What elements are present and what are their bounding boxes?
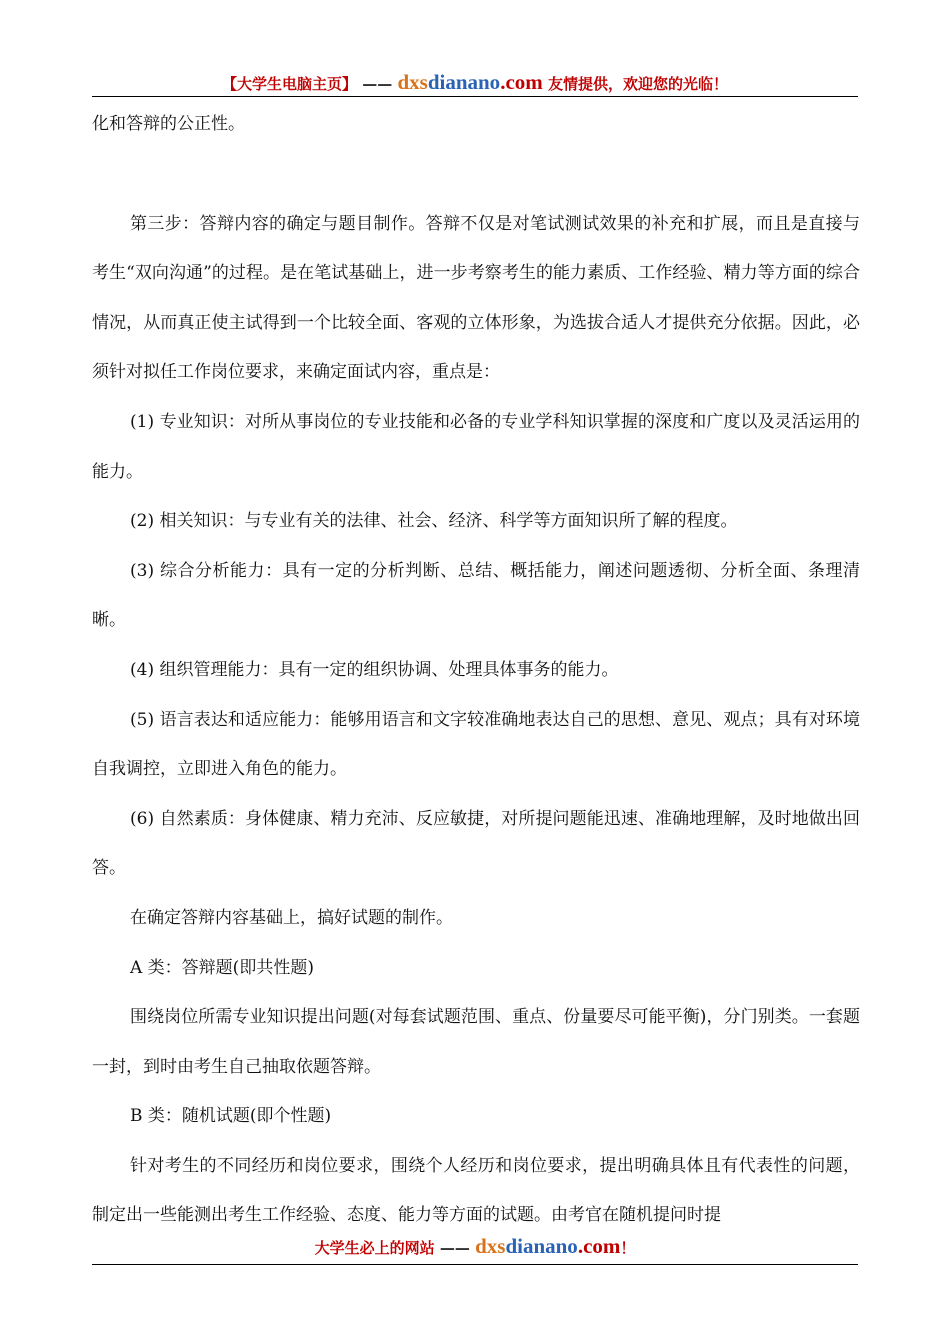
paragraph-question-prep: 在确定答辩内容基础上，搞好试题的制作。	[130, 907, 453, 928]
paragraph-category-a: A 类：答辩题(即共性题)	[130, 957, 314, 978]
header-site-link[interactable]	[397, 70, 542, 94]
paragraph-item-5: (5) 语言表达和适应能力：能够用语言和文字较准确地表达自己的思想、意见、观点；具有对环境自我调控，立即进入角色的能力。	[92, 709, 860, 780]
footer-prefix: 大学生必上的网站	[314, 1239, 435, 1257]
footer-dash: ——	[439, 1239, 470, 1257]
page-footer	[92, 1234, 858, 1259]
paragraph-item-2: (2) 相关知识：与专业有关的法律、社会、经济、科学等方面知识所了解的程度。	[130, 511, 738, 532]
header-prefix: 【大学生电脑主页】	[221, 75, 357, 93]
footer-site-part-dxs: dxs	[475, 1234, 506, 1258]
footer-site-part-dianano: dianano	[505, 1234, 578, 1258]
header-site-part-dianano: dianano	[427, 70, 501, 94]
header-site-part-com: .com	[500, 70, 543, 94]
paragraph-item-3: (3) 综合分析能力：具有一定的分析判断、总结、概括能力，阐述问题透彻、分析全面、条理清晰。	[92, 560, 860, 631]
paragraph-category-a-detail: 围绕岗位所需专业知识提出问题(对每套试题范围、重点、份量要尽可能平衡)，分门别类。一套题一封，到时由考生自己抽取依题答辩。	[92, 1007, 860, 1077]
page-header	[92, 70, 858, 97]
header-suffix: 友情提供，欢迎您的光临！	[548, 75, 729, 93]
header-dash: ——	[362, 75, 393, 93]
paragraph-item-1: (1) 专业知识：对所从事岗位的专业技能和必备的专业学科知识掌握的深度和广度以及灵活运用的能力。	[92, 411, 860, 482]
paragraph-item-6: (6) 自然素质：身体健康、精力充沛、反应敏捷，对所提问题能迅速、准确地理解，及时地做出回答。	[92, 808, 860, 879]
paragraph-item-4: (4) 组织管理能力：具有一定的组织协调、处理具体事务的能力。	[130, 659, 619, 680]
paragraph-category-b: B 类：随机试题(即个性题)	[130, 1106, 332, 1127]
paragraph-gap	[92, 150, 860, 200]
paragraph-category-b-detail: 针对考生的不同经历和岗位要求，围绕个人经历和岗位要求，提出明确具体且有代表性的问题，制定出一些能测出考生工作经验、态度、能力等方面的试题。由考官在随机提问时提	[92, 1155, 860, 1226]
footer-site-part-com: .com	[577, 1234, 621, 1258]
paragraph-step-three: 第三步：答辩内容的确定与题目制作。答辩不仅是对笔试测试效果的补充和扩展，而且是直接与考生“双向沟通”的过程。是在笔试基础上，进一步考察考生的能力素质、工作经验、精力等方面的综合情况，从而真正使主试得到一个比较全面、客观的立体形象，为选拔合适人才提供充分依据。因此，必须针对拟任工作岗位要求，来确定面试内容，重点是：	[92, 213, 860, 383]
header-site-part-dxs: dxs	[397, 70, 428, 94]
footer-site-link[interactable]	[475, 1234, 620, 1258]
document-body	[92, 100, 860, 1241]
footer-rule	[92, 1264, 858, 1265]
footer-suffix: ！	[620, 1239, 636, 1257]
paragraph-continuation: 化和答辩的公正性。	[92, 114, 245, 134]
